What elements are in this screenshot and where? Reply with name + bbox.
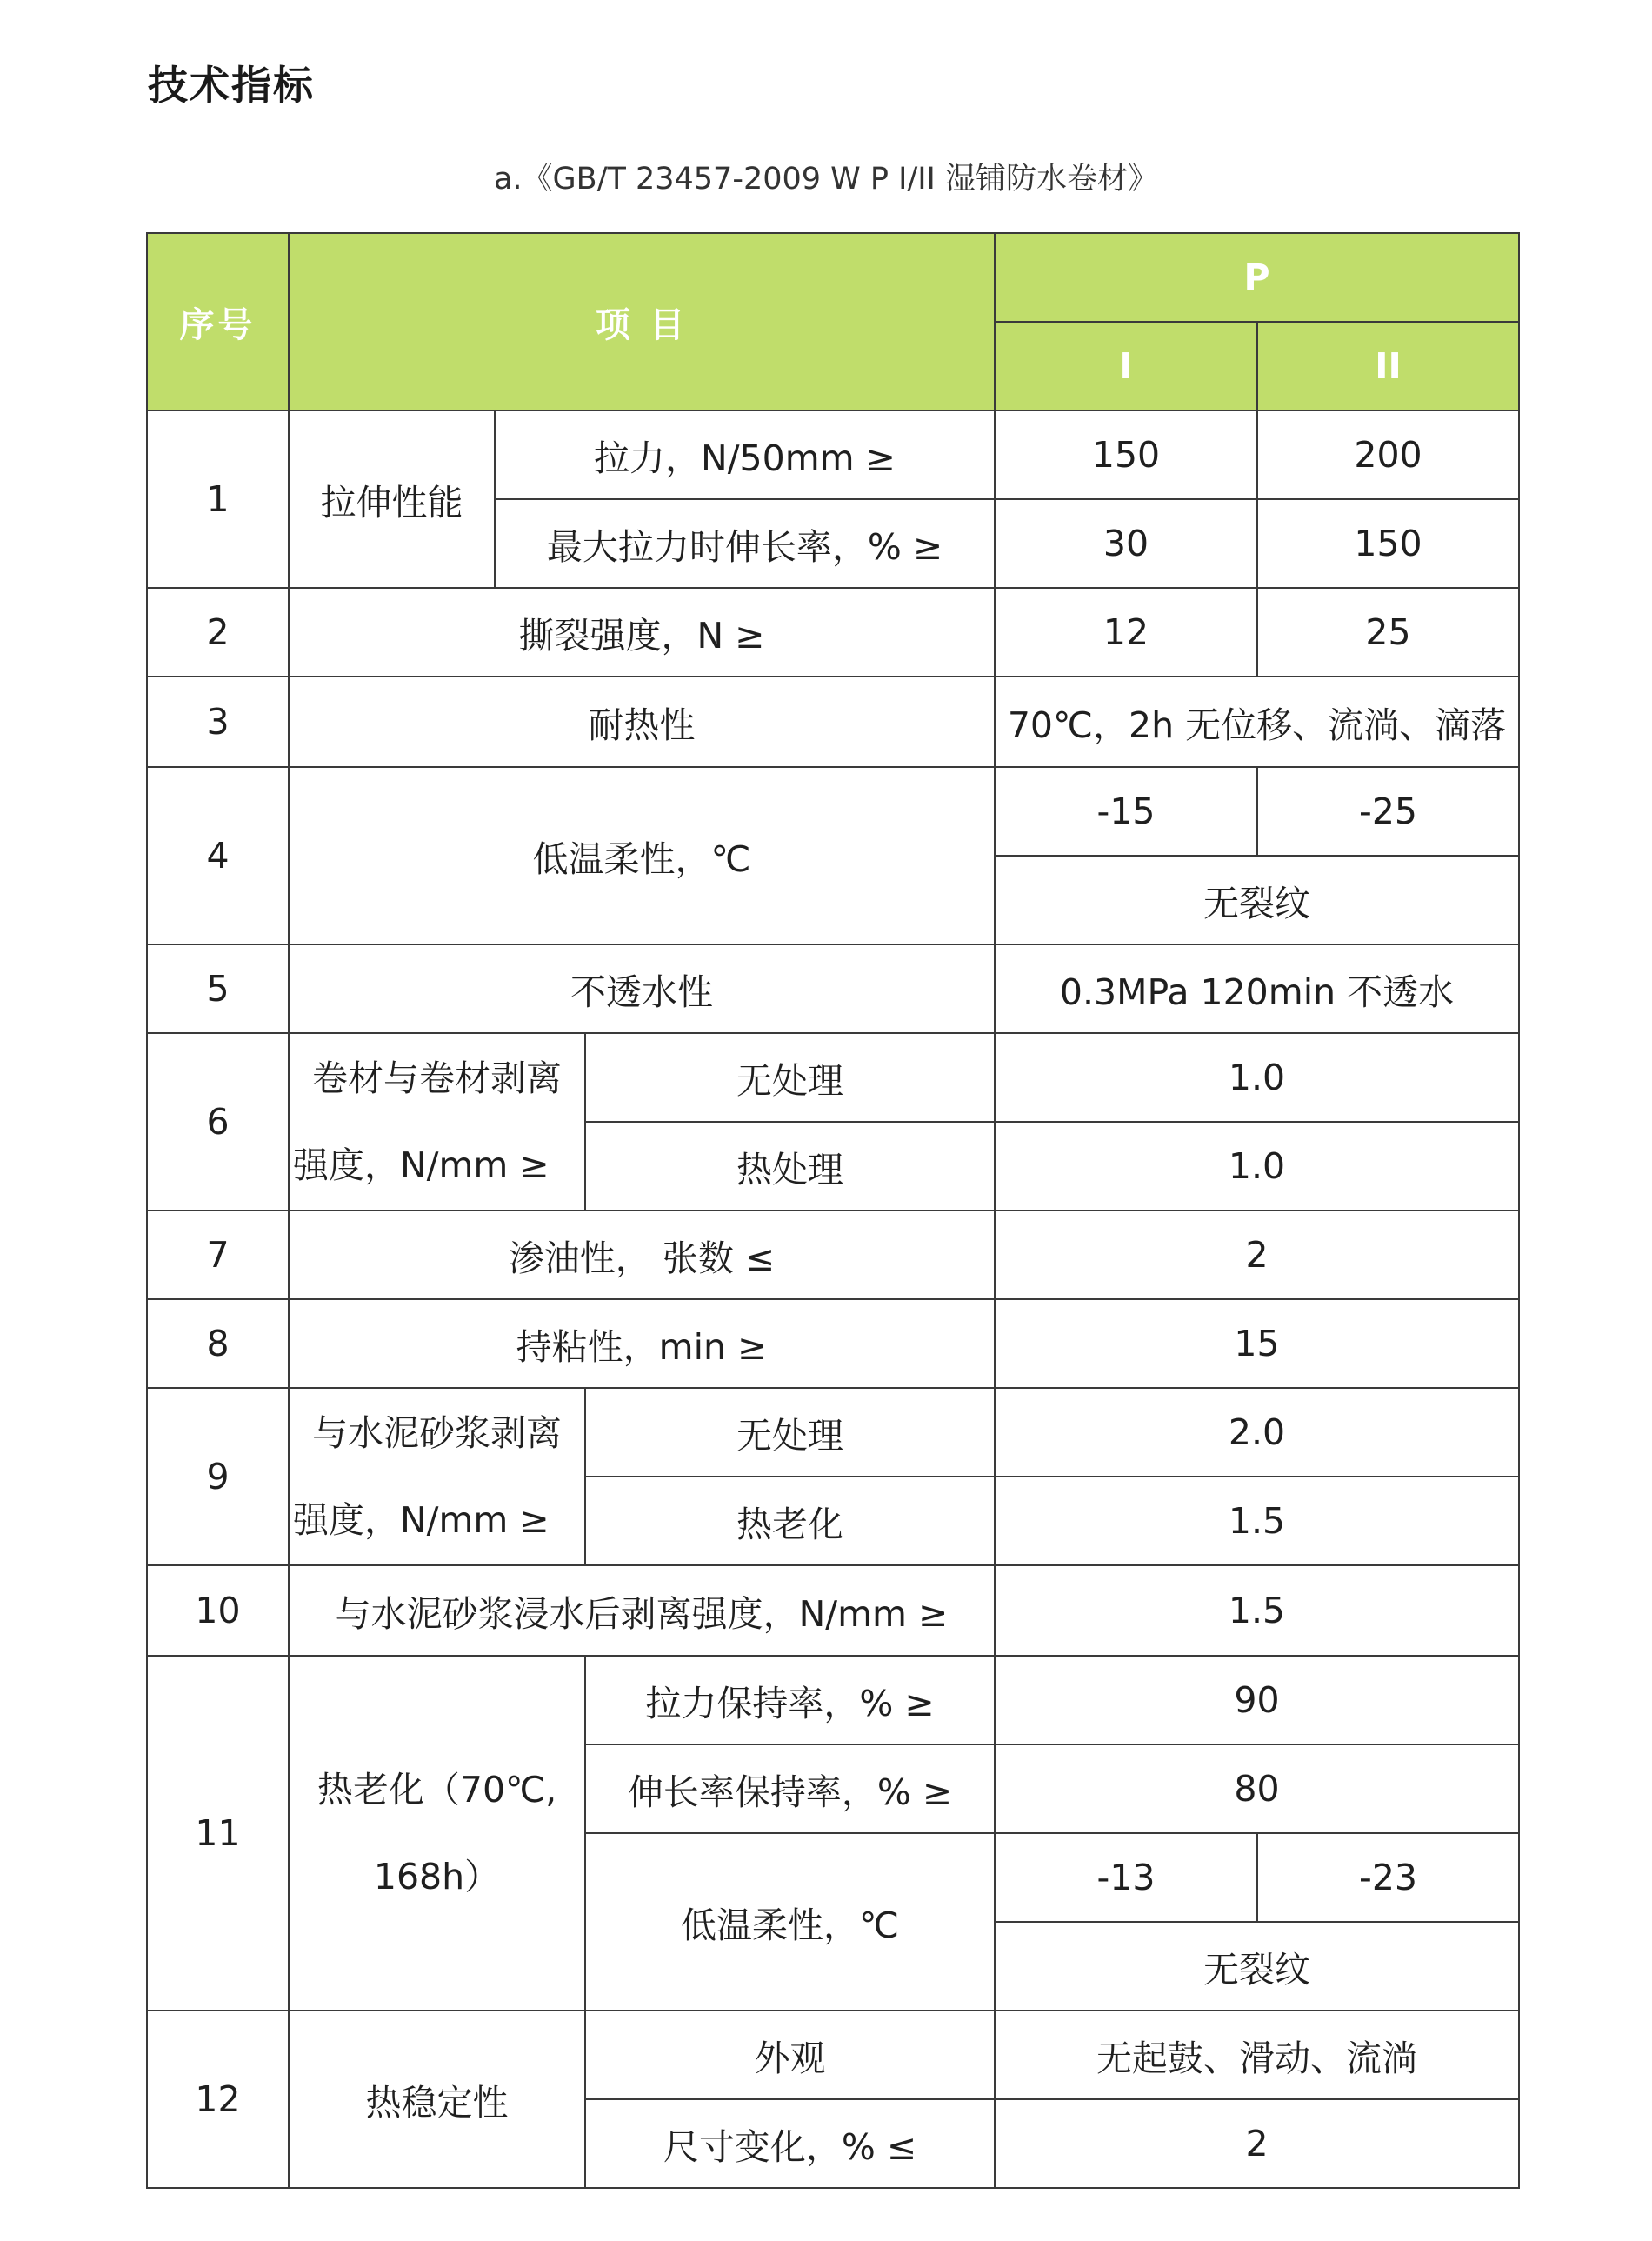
header-ii: II (1257, 322, 1519, 410)
row-label: 不透水性 (289, 944, 995, 1033)
row-value: 无起鼓、滑动、流淌 (995, 2011, 1519, 2099)
row-value: 1.0 (995, 1033, 1519, 1122)
table-row (147, 677, 1519, 767)
row-group-line1: 热老化（70℃, (316, 1769, 557, 1811)
row-sublabel: 外观 (585, 2011, 995, 2099)
row-value: 80 (995, 1744, 1519, 1833)
table-row (147, 1211, 1519, 1299)
row-group (289, 1033, 585, 1211)
value-i: -13 (995, 1833, 1257, 1922)
row-group-line2: 168h） (373, 1856, 501, 1898)
row-value: 1.5 (995, 1477, 1519, 1565)
row-value: 无裂纹 (995, 1922, 1519, 2011)
table-row (147, 2011, 1519, 2099)
row-group-line1: 卷材与卷材剥离 (312, 1057, 562, 1099)
table-row (147, 588, 1519, 677)
row-value: 70℃，2h 无位移、流淌、滴落 (995, 677, 1519, 767)
row-sublabel: 拉力保持率，% ≥ (585, 1656, 995, 1744)
row-group: 热稳定性 (289, 2011, 585, 2188)
row-number: 9 (147, 1388, 289, 1565)
value-ii: 25 (1257, 588, 1519, 677)
row-value: 2 (995, 2099, 1519, 2188)
row-value: 无裂纹 (995, 856, 1519, 944)
table-row (147, 1388, 1519, 1477)
row-sublabel: 热老化 (585, 1477, 995, 1565)
row-number: 12 (147, 2011, 289, 2188)
row-number: 6 (147, 1033, 289, 1211)
value-i: 150 (995, 410, 1257, 499)
table-row (147, 1299, 1519, 1388)
row-label: 耐热性 (289, 677, 995, 767)
page-title: 技术指标 (148, 62, 315, 109)
row-number: 8 (147, 1299, 289, 1388)
row-number: 10 (147, 1565, 289, 1656)
row-number: 1 (147, 410, 289, 588)
row-number: 4 (147, 767, 289, 944)
table-row (147, 1565, 1519, 1656)
row-label: 持粘性，min ≥ (289, 1299, 995, 1388)
table-row (147, 767, 1519, 856)
row-sublabel: 热处理 (585, 1122, 995, 1211)
value-ii: -25 (1257, 767, 1519, 856)
row-label: 低温柔性，℃ (289, 767, 995, 944)
row-label: 拉力，N/50mm ≥ (495, 410, 995, 499)
row-value: 1.0 (995, 1122, 1519, 1211)
row-number: 3 (147, 677, 289, 767)
row-label: 渗油性， 张数 ≤ (289, 1211, 995, 1299)
row-group-line2: 强度，N/mm ≥ (293, 1144, 550, 1186)
value-ii: 150 (1257, 499, 1519, 588)
header-item: 项 目 (289, 233, 995, 410)
row-group (289, 1388, 585, 1565)
table-row (147, 410, 1519, 499)
row-label: 与水泥砂浆浸水后剥离强度，N/mm ≥ (289, 1565, 995, 1656)
header-p: P (995, 233, 1519, 322)
row-value: 0.3MPa 120min 不透水 (995, 944, 1519, 1033)
row-group (289, 1656, 585, 2011)
row-group-line2: 强度，N/mm ≥ (293, 1499, 550, 1541)
row-sublabel: 低温柔性，℃ (585, 1833, 995, 2011)
row-value: 15 (995, 1299, 1519, 1388)
row-sublabel: 无处理 (585, 1388, 995, 1477)
value-i: 30 (995, 499, 1257, 588)
value-i: -15 (995, 767, 1257, 856)
value-ii: -23 (1257, 1833, 1519, 1922)
row-sublabel: 伸长率保持率，% ≥ (585, 1744, 995, 1833)
row-value: 1.5 (995, 1565, 1519, 1656)
row-value: 90 (995, 1656, 1519, 1744)
row-sublabel: 无处理 (585, 1033, 995, 1122)
spec-table (146, 232, 1520, 2189)
value-i: 12 (995, 588, 1257, 677)
table-row (147, 944, 1519, 1033)
row-number: 11 (147, 1656, 289, 2011)
row-number: 5 (147, 944, 289, 1033)
row-number: 2 (147, 588, 289, 677)
row-group-line1: 与水泥砂浆剥离 (312, 1412, 562, 1454)
value-ii: 200 (1257, 410, 1519, 499)
table-caption: a.《GB/T 23457-2009 W P I/II 湿铺防水卷材》 (493, 162, 1159, 197)
header-no: 序号 (147, 233, 289, 410)
header-i: I (995, 322, 1257, 410)
row-number: 7 (147, 1211, 289, 1299)
row-label: 撕裂强度，N ≥ (289, 588, 995, 677)
row-sublabel: 尺寸变化，% ≤ (585, 2099, 995, 2188)
row-value: 2.0 (995, 1388, 1519, 1477)
table-row (147, 1656, 1519, 1744)
row-group: 拉伸性能 (289, 410, 495, 588)
row-value: 2 (995, 1211, 1519, 1299)
row-label: 最大拉力时伸长率，% ≥ (495, 499, 995, 588)
table-row (147, 1033, 1519, 1122)
